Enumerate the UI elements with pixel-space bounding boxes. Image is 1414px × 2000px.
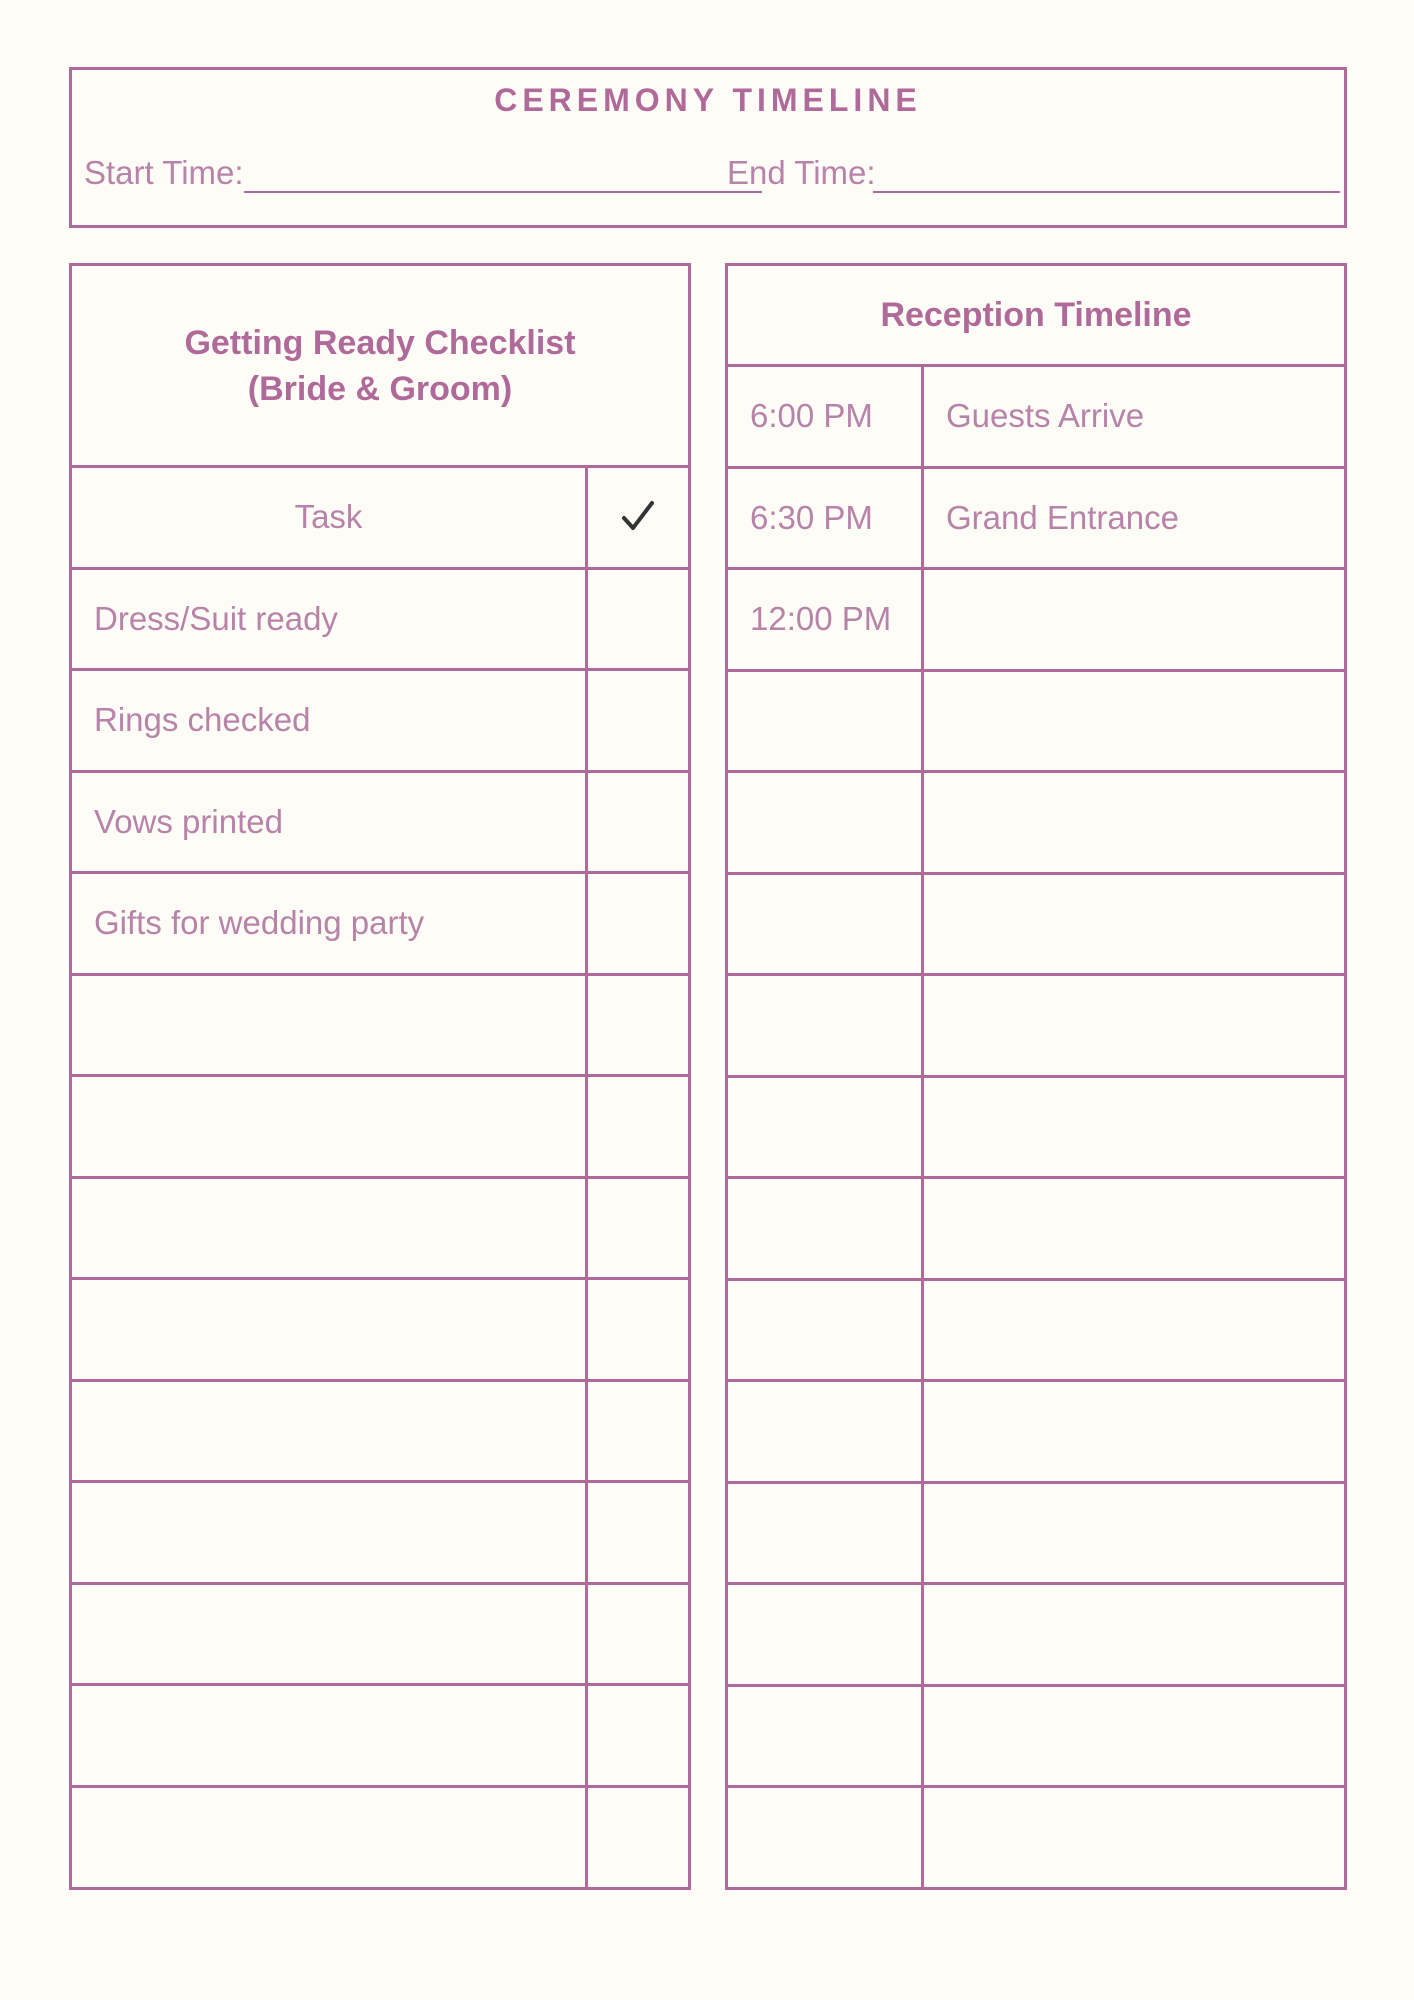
reception-event-cell[interactable]: Guests Arrive (946, 397, 1145, 435)
reception-time-cell[interactable] (728, 1788, 924, 1890)
check-box-cell[interactable] (588, 976, 688, 1075)
checklist-row (72, 671, 688, 773)
end-time-field[interactable] (873, 191, 1340, 193)
checklist-row (72, 1788, 688, 1890)
task-cell[interactable] (72, 1585, 588, 1684)
reception-row (728, 469, 1344, 571)
reception-row (728, 570, 1344, 672)
reception-row (728, 672, 1344, 774)
checklist-row (72, 976, 688, 1078)
check-column-header (588, 468, 688, 567)
check-box-cell[interactable] (588, 1179, 688, 1278)
reception-event-cell[interactable] (924, 875, 1344, 974)
task-cell[interactable]: Rings checked (72, 671, 588, 770)
checkmark-icon (618, 497, 658, 537)
check-box-cell[interactable] (588, 570, 688, 669)
task-column-header: Task (72, 468, 588, 567)
getting-ready-checklist (69, 263, 691, 1890)
reception-time-cell[interactable] (728, 976, 924, 1075)
task-cell[interactable] (72, 1788, 588, 1890)
reception-row (728, 1585, 1344, 1687)
reception-row (728, 875, 1344, 977)
reception-row (728, 1382, 1344, 1484)
reception-time-cell[interactable] (728, 1179, 924, 1278)
check-box-cell[interactable] (588, 1483, 688, 1582)
reception-event-cell[interactable] (924, 672, 1344, 771)
reception-row (728, 1281, 1344, 1383)
reception-event-cell[interactable] (924, 976, 1344, 1075)
task-cell[interactable] (72, 1686, 588, 1785)
check-box-cell[interactable] (588, 1077, 688, 1176)
checklist-row (72, 1585, 688, 1687)
task-cell[interactable] (72, 1382, 588, 1481)
check-box-cell[interactable] (588, 1280, 688, 1379)
task-cell[interactable] (72, 1280, 588, 1379)
reception-time-cell[interactable] (728, 875, 924, 974)
checklist-row (72, 773, 688, 875)
ceremony-title: CEREMONY TIMELINE (494, 82, 922, 118)
reception-event-cell[interactable] (924, 1687, 1344, 1786)
reception-time-cell[interactable] (728, 1585, 924, 1684)
checklist-row (72, 1382, 688, 1484)
reception-event-cell[interactable] (924, 1382, 1344, 1481)
checklist-title-line1: Getting Ready Checklist (184, 323, 576, 362)
task-cell[interactable] (72, 976, 588, 1075)
reception-event-cell[interactable] (924, 570, 1344, 669)
task-cell[interactable]: Vows printed (72, 773, 588, 872)
reception-event-cell[interactable] (924, 1179, 1344, 1278)
reception-event-cell[interactable]: Grand Entrance (946, 498, 1179, 536)
check-box-cell[interactable] (588, 1585, 688, 1684)
check-box-cell[interactable] (588, 1382, 688, 1481)
checklist-row (72, 874, 688, 976)
checklist-row (72, 1077, 688, 1179)
task-cell[interactable] (72, 1483, 588, 1582)
reception-event-cell[interactable] (924, 1281, 1344, 1380)
start-time-label: Start Time: (84, 154, 244, 191)
reception-time-cell[interactable] (728, 1382, 924, 1481)
reception-row (728, 367, 1344, 469)
reception-row (728, 1788, 1344, 1890)
reception-row (728, 976, 1344, 1078)
reception-row (728, 1078, 1344, 1180)
reception-row (728, 1687, 1344, 1789)
reception-row (728, 773, 1344, 875)
reception-title: Reception Timeline (728, 266, 1344, 367)
check-box-cell[interactable] (588, 874, 688, 973)
end-time-label: End Time: (727, 154, 876, 191)
task-cell[interactable]: Gifts for wedding party (72, 874, 588, 973)
reception-time-cell[interactable] (728, 1078, 924, 1177)
reception-event-cell[interactable] (924, 1788, 1344, 1890)
reception-time-cell[interactable]: 12:00 PM (728, 570, 924, 669)
reception-event-cell[interactable] (924, 1484, 1344, 1583)
check-box-cell[interactable] (588, 773, 688, 872)
checklist-row (72, 1483, 688, 1585)
reception-time-cell[interactable]: 6:00 PM (728, 367, 924, 466)
reception-time-cell[interactable]: 6:30 PM (728, 469, 924, 568)
task-cell[interactable] (72, 1077, 588, 1176)
check-box-cell[interactable] (588, 1686, 688, 1785)
ceremony-timeline-box (69, 67, 1347, 228)
checklist-header-row (72, 468, 688, 570)
reception-time-cell[interactable] (728, 1484, 924, 1583)
task-cell[interactable] (72, 1179, 588, 1278)
reception-timeline (725, 263, 1347, 1890)
check-box-cell[interactable] (588, 1788, 688, 1890)
checklist-title-line2: (Bride & Groom) (247, 369, 513, 408)
reception-time-cell[interactable] (728, 773, 924, 872)
checklist-row (72, 570, 688, 672)
reception-time-cell[interactable] (728, 1687, 924, 1786)
checklist-row (72, 1280, 688, 1382)
reception-time-cell[interactable] (728, 1281, 924, 1380)
checklist-title (72, 266, 688, 468)
reception-event-cell[interactable] (924, 1585, 1344, 1684)
reception-time-cell[interactable] (728, 672, 924, 771)
checklist-row (72, 1686, 688, 1788)
start-time-field[interactable] (244, 191, 762, 193)
reception-event-cell[interactable] (924, 1078, 1344, 1177)
reception-row (728, 1484, 1344, 1586)
task-cell[interactable]: Dress/Suit ready (72, 570, 588, 669)
check-box-cell[interactable] (588, 671, 688, 770)
checklist-row (72, 1179, 688, 1281)
reception-event-cell[interactable] (924, 773, 1344, 872)
reception-row (728, 1179, 1344, 1281)
